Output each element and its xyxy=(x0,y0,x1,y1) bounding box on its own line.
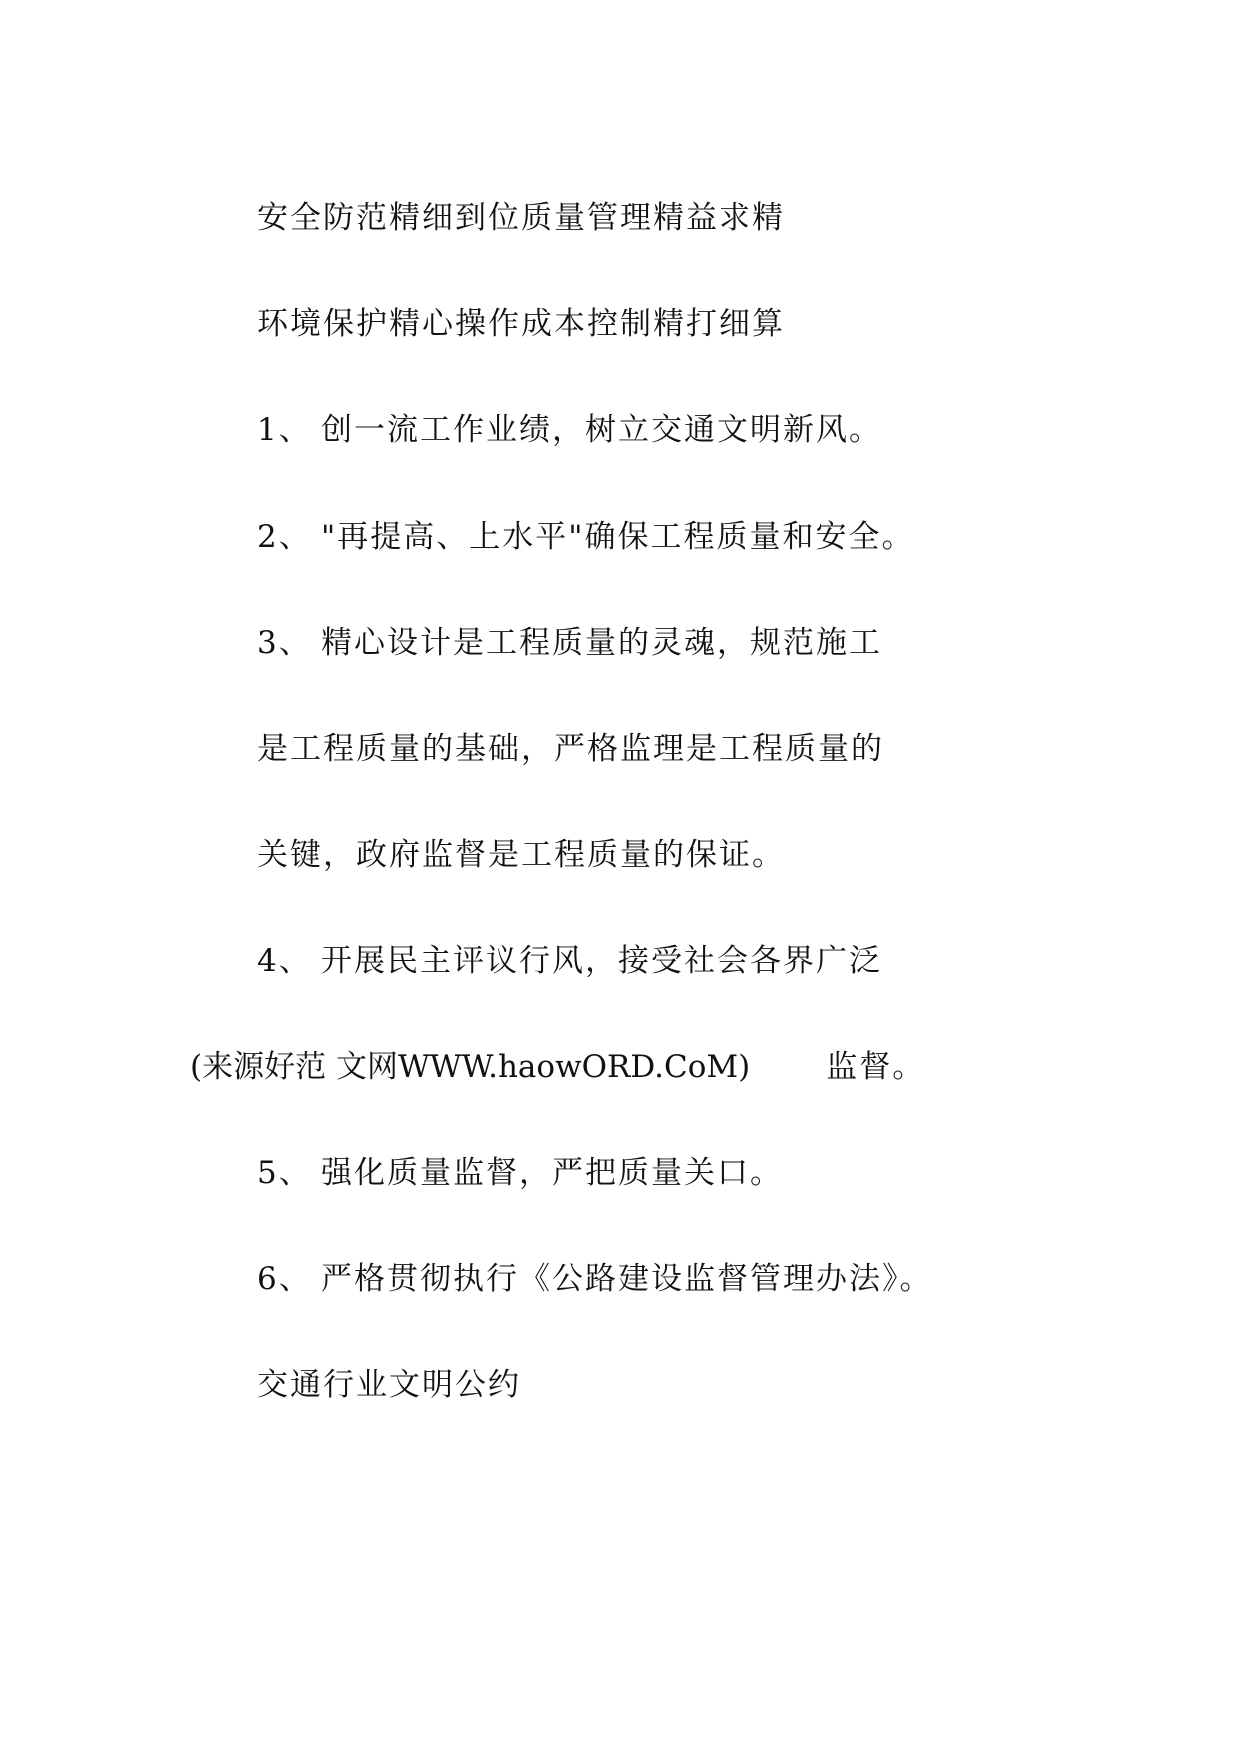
item-number: 5、 xyxy=(257,1155,312,1191)
line-text: 精心设计是工程质量的灵魂，规范施工 xyxy=(321,625,882,661)
item-number: 4、 xyxy=(257,943,312,979)
item-number: 3、 xyxy=(257,625,312,661)
section-heading xyxy=(257,1365,521,1405)
paragraph-line xyxy=(257,835,785,875)
numbered-item xyxy=(257,623,882,663)
item-number: 6、 xyxy=(257,1261,312,1297)
line-text: 环境保护精心操作成本控制精打细算 xyxy=(257,306,785,342)
numbered-item xyxy=(257,941,882,981)
line-text: 创一流工作业绩，树立交通文明新风。 xyxy=(321,412,882,448)
numbered-item xyxy=(257,410,882,450)
paragraph-line xyxy=(257,729,884,769)
paragraph-line xyxy=(257,198,785,238)
paragraph-line xyxy=(257,304,785,344)
line-text: 交通行业文明公约 xyxy=(257,1367,521,1403)
numbered-item xyxy=(257,1259,933,1299)
line-text: 监督。 xyxy=(826,1049,926,1085)
numbered-item xyxy=(257,1153,783,1193)
numbered-item xyxy=(257,517,915,557)
source-line xyxy=(190,1047,925,1087)
line-text: 严格贯彻执行《公路建设监督管理办法》。 xyxy=(321,1261,933,1297)
line-text: "再提高、上水平"确保工程质量和安全。 xyxy=(321,519,915,555)
line-text: 关键，政府监督是工程质量的保证。 xyxy=(257,837,785,873)
line-text: 开展民主评议行风，接受社会各界广泛 xyxy=(321,943,882,979)
line-text: 是工程质量的基础，严格监理是工程质量的 xyxy=(257,731,884,767)
line-text: 安全防范精细到位质量管理精益求精 xyxy=(257,200,785,236)
line-text: 强化质量监督，严把质量关口。 xyxy=(321,1155,783,1191)
item-number: 1、 xyxy=(257,412,312,448)
source-note: (来源好范 文网WWW.haowORD.CoM) xyxy=(190,1049,751,1085)
item-number: 2、 xyxy=(257,519,312,555)
